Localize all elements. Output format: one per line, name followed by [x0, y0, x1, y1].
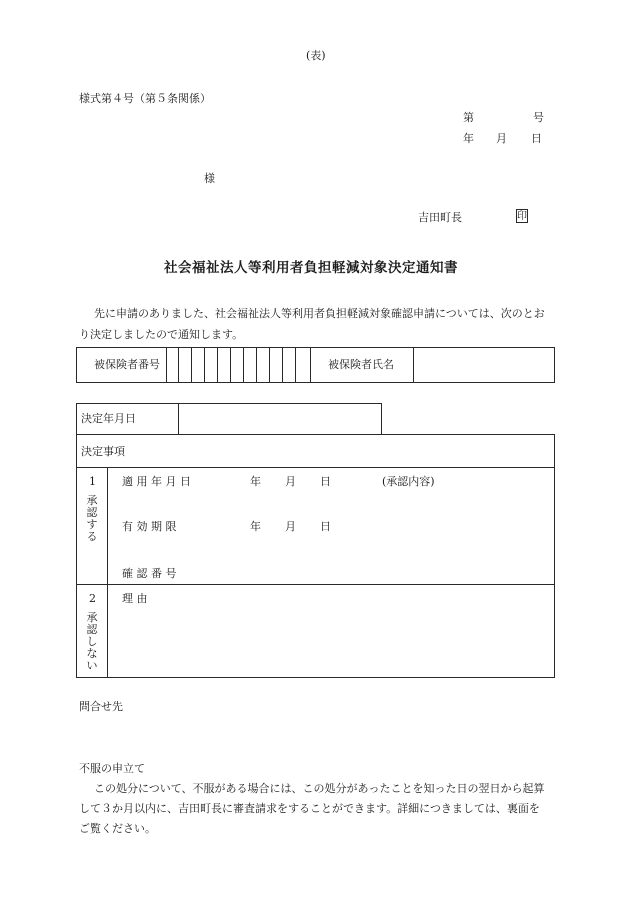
confirm-number-label: 確 認 番 号: [122, 567, 177, 580]
decision-date-label: 決定年月日: [81, 412, 136, 425]
form-number: 様式第４号（第５条関係）: [79, 92, 211, 105]
document-title: 社会福祉法人等利用者負担軽減対象決定通知書: [164, 260, 458, 276]
decision-items-label: 決定事項: [81, 445, 125, 458]
contact-label: 問合せ先: [79, 700, 123, 713]
valid-period-label: 有 効 期 限: [122, 520, 177, 533]
objection-line-2: して３か月以内に、吉田町長に審査請求をすることができます。詳細につきましては、裏面を: [79, 802, 540, 815]
issuer-name: 吉田町長: [418, 211, 462, 224]
valid-period-day: 日: [320, 520, 331, 533]
page-side-label: (表): [306, 49, 326, 62]
valid-period-year: 年: [250, 520, 261, 533]
date-month-label: 月: [496, 132, 507, 145]
approve-number: 1: [89, 475, 96, 488]
reason-label: 理 由: [122, 592, 148, 605]
intro-line-2: り決定しましたので通知します。: [79, 328, 244, 341]
approval-content-label: (承認内容): [382, 475, 435, 488]
date-day-label: 日: [531, 132, 542, 145]
objection-line-3: ご覧ください。: [79, 822, 156, 835]
reject-label: 承認しない: [86, 611, 98, 673]
recipient-honorific: 様: [204, 172, 215, 185]
insured-name-label: 被保険者氏名: [328, 358, 394, 371]
apply-date-year: 年: [250, 475, 261, 488]
decision-items-table: [76, 434, 555, 678]
objection-line-1: この処分について、不服がある場合には、この処分があったことを知った日の翌日から起算: [94, 782, 545, 795]
doc-number-dai: 第: [463, 111, 474, 124]
approve-label: 承認する: [86, 494, 98, 544]
intro-line-1: 先に申請のありました、社会福祉法人等利用者負担軽減対象確認申請については、次のとお: [94, 307, 545, 320]
apply-date-day: 日: [320, 475, 331, 488]
insured-number-label: 被保険者番号: [94, 358, 160, 371]
apply-date-label: 適 用 年 月 日: [122, 475, 191, 488]
objection-title: 不服の申立て: [79, 762, 145, 775]
doc-number-go: 号: [533, 111, 544, 124]
apply-date-month: 月: [285, 475, 296, 488]
date-year-label: 年: [463, 132, 474, 145]
reject-number: 2: [89, 592, 96, 605]
valid-period-month: 月: [285, 520, 296, 533]
seal-stamp: 印: [517, 211, 527, 222]
